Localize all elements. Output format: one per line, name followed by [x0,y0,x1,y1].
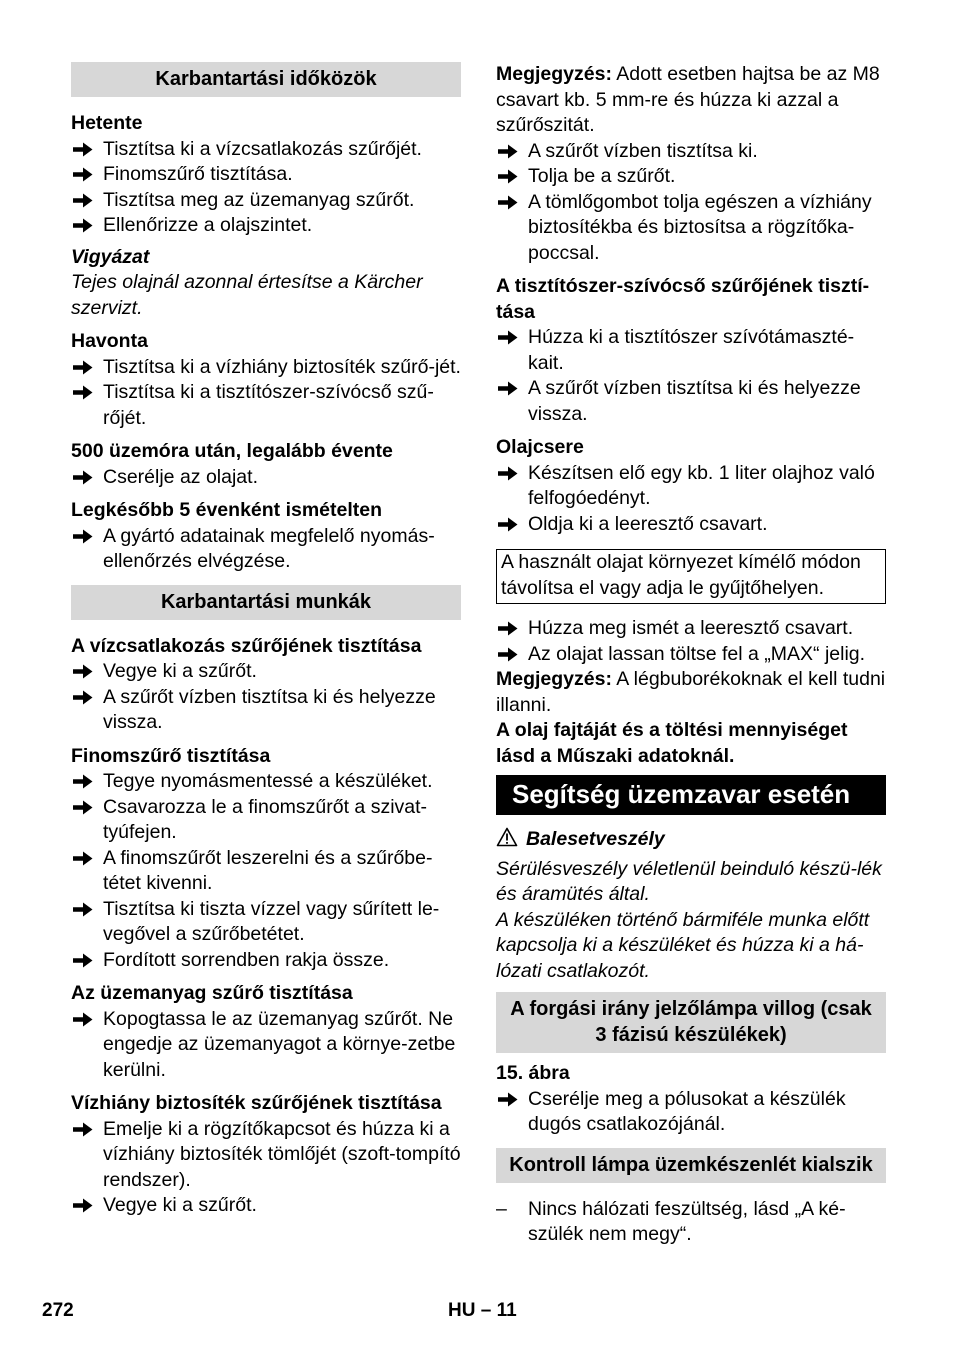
list-item-text: Tolja be a szűrőt. [528,165,676,187]
list-item [496,325,886,376]
arrow-right-icon [496,616,520,641]
subheading-5-years: Legkésőbb 5 évenként ismételten [71,499,383,521]
arrow-right-icon [71,897,95,922]
list-item-text: A szűrőt vízben tisztítsa ki. [528,139,758,162]
caution-text: Tejes olajnál azonnal értesítse a Kärcher szervizt. [71,271,423,319]
list-item-text: Oldja ki a leeresztő csavart. [528,512,768,535]
list-item [496,512,886,538]
subheading-monthly: Havonta [71,330,148,352]
section-heading-maintenance-intervals: Karbantartási időközök [71,62,461,97]
list-item [71,1193,461,1219]
list-water-filter [71,659,461,736]
list-item [71,380,461,431]
list-item-text: Vegye ki a szűrőt. [103,1194,257,1216]
list-item [71,685,461,736]
section-heading-rotation-lamp: A forgási irány jelzőlámpa villog (csak 3 fázisú készülékek) [496,992,886,1053]
subheading-water-filter: A vízcsatlakozás szűrőjének tisztítása [71,634,422,657]
list-item [71,795,461,846]
arrow-right-icon [71,188,95,213]
list-item-text: A szűrőt vízben tisztítsa ki és helyezze vissza. [528,377,861,425]
list-item-text: Kopogtassa le az üzemanyag szűrőt. Ne engedje az üzemanyagot a környe-zetbe kerülni. [103,1007,456,1081]
arrow-right-icon [71,846,95,871]
arrow-right-icon [71,795,95,820]
list-detergent-filter [496,325,886,427]
list-item-text: Finomszűrő tisztítása. [103,163,293,185]
subheading-fuel-filter: Az üzemanyag szűrő tisztítása [71,982,353,1004]
subheading-weekly: Hetente [71,112,143,134]
note-2-label: Megjegyzés: [496,668,612,690]
arrow-right-icon [71,465,95,490]
list-item-text: Tisztítsa meg az üzemanyag szűrőt. [103,188,415,211]
arrow-right-icon [71,1007,95,1032]
list-fine-filter [71,769,461,973]
list-oil-1 [496,461,886,538]
list-item [496,616,886,642]
list-item [496,1087,886,1138]
list-item-text: Az olajat lassan töltse fel a „MAX“ jelig. [528,642,866,665]
section-heading-maintenance-work: Karbantartási munkák [71,585,461,620]
list-note-1 [496,139,886,267]
right-column [496,62,886,1248]
list-item-text: Cserélje az olajat. [103,465,258,488]
arrow-right-icon [71,380,95,405]
list-fuel-filter [71,1007,461,1084]
list-item [71,846,461,897]
list-item [496,461,886,512]
arrow-right-icon [71,1193,95,1218]
list-item-text: Tegye nyomásmentessé a készüléket. [103,770,433,792]
list-item [71,659,461,685]
arrow-right-icon [71,213,95,238]
list-item-text: Tisztítsa ki a vízhiány biztosíték szűrő-jét. [103,355,461,378]
arrow-right-icon [496,376,520,401]
danger-heading [496,827,886,853]
list-item-text: Tisztítsa ki tiszta vízzel vagy sűrített le-vegővel a szűrőbetétet. [103,897,440,945]
section-heading-ready-lamp: Kontroll lámpa üzemkészenlét kialszik [496,1148,886,1183]
arrow-right-icon [71,685,95,710]
arrow-right-icon [71,137,95,162]
danger-title: Balesetveszély [526,828,665,850]
arrow-right-icon [71,355,95,380]
note-2 [496,667,886,718]
list-item [71,948,461,974]
page-number: 272 [42,1300,74,1321]
list-item [71,188,461,214]
list-item [496,642,886,668]
danger-text-2: A készüléken történő bármiféle munka előtt kapcsolja ki a készüléket és húzza ki a há-lózati csatlakozót. [496,908,870,982]
note-1-text: Adott esetben hajtsa be az M8 csavart kb. 5 mm-re és húzza ki azzal a szűrőszitát. [496,63,880,136]
arrow-right-icon [496,190,520,215]
list-item [71,213,461,239]
list-oil-2 [496,616,886,667]
list-item [496,164,886,190]
arrow-right-icon [71,524,95,549]
list-weekly [71,137,461,239]
list-rotation [496,1087,886,1138]
subheading-fine-filter: Finomszűrő tisztítása [71,744,271,767]
list-item [71,137,461,163]
left-column [71,62,461,1219]
list-item [71,1007,461,1084]
list-item [496,1197,886,1248]
list-item-text: A finomszűrőt leszerelni és a szűrőbe-tétet kivenni. [103,846,433,894]
list-monthly [71,355,461,432]
list-5-years [71,524,461,575]
note-1-label: Megjegyzés: [496,63,612,85]
arrow-right-icon [71,162,95,187]
subheading-detergent-filter: A tisztítószer-szívócső szűrőjének tisztí-tása [496,275,870,323]
list-item [71,769,461,795]
subheading-shortage-filter: Vízhiány biztosíték szűrőjének tisztítása [71,1092,442,1114]
danger-text-1: Sérülésveszély véletlenül beinduló készü-lék és áramütés által. [496,857,882,905]
list-ready [496,1197,886,1248]
list-item-text: A gyártó adatainak megfelelő nyomás-ellenőrzés elvégzése. [103,524,435,572]
oil-disposal-note: A használt olajat környezet kímélő módon távolítsa el vagy adja le gyűjtőhelyen. [496,549,886,604]
arrow-right-icon [496,1087,520,1112]
list-item [496,139,886,165]
list-item-text: Ellenőrizze a olajszintet. [103,214,313,236]
arrow-right-icon [496,461,520,486]
list-item-text: A tömlőgombot tolja egészen a vízhiány biztosítékba és biztosítsa a rögzítőka-poccsal. [528,190,872,264]
list-500-hours [71,465,461,491]
arrow-right-icon [71,769,95,794]
list-item-text: Emelje ki a rögzítőkapcsot és húzza ki a vízhiány biztosíték tömlőjét (szoft-tompító rendszer). [103,1117,461,1191]
arrow-right-icon [496,164,520,189]
list-item-text: Csavarozza le a finomszűrőt a szivat-tyúfejen. [103,795,428,843]
list-item [71,524,461,575]
list-item-text: Tisztítsa ki a tisztítószer-szívócső szű-rőjét. [103,381,434,429]
list-item [71,897,461,948]
chapter-heading-troubleshooting: Segítség üzemzavar esetén [496,775,886,815]
list-item [71,355,461,381]
arrow-right-icon [496,642,520,667]
warning-triangle-icon [496,827,518,847]
list-shortage-filter [71,1117,461,1219]
list-item [496,190,886,267]
note-2-text: A légbuborékoknak el kell tudni illanni. [496,668,886,716]
arrow-right-icon [496,325,520,350]
arrow-right-icon [71,659,95,684]
caution-title: Vigyázat [71,245,150,268]
list-item-text: A szűrőt vízben tisztítsa ki és helyezze vissza. [103,685,436,733]
dash-bullet: – [496,1197,507,1220]
list-item-text: Tisztítsa ki a vízcsatlakozás szűrőjét. [103,137,422,160]
list-item [71,162,461,188]
list-item-text: Fordított sorrendben rakja össze. [103,948,390,971]
arrow-right-icon [496,139,520,164]
list-item [496,376,886,427]
arrow-right-icon [71,1117,95,1142]
oil-spec-note: A olaj fajtáját és a töltési mennyiséget lásd a Műszaki adatoknál. [496,719,848,767]
list-item-text: Húzza meg ismét a leeresztő csavart. [528,617,854,639]
arrow-right-icon [496,512,520,537]
subheading-oil-change: Olajcsere [496,436,584,458]
arrow-right-icon [71,948,95,973]
list-item-text: Nincs hálózati feszültség, lásd „A ké-szülék nem megy“. [528,1197,846,1245]
list-item-text: Vegye ki a szűrőt. [103,660,257,682]
figure-reference: 15. ábra [496,1062,570,1084]
list-item-text: Készítsen elő egy kb. 1 liter olajhoz való felfogóedényt. [528,461,875,509]
list-item-text: Cserélje meg a pólusokat a készülék dugós csatlakozójánál. [528,1087,846,1135]
list-item [71,1117,461,1194]
list-item [71,465,461,491]
note-1 [496,62,886,139]
subheading-500-hours: 500 üzemóra után, legalább évente [71,440,393,462]
list-item-text: Húzza ki a tisztítószer szívótámaszté-kait. [528,326,855,374]
language-page-label: HU – 11 [448,1300,517,1321]
